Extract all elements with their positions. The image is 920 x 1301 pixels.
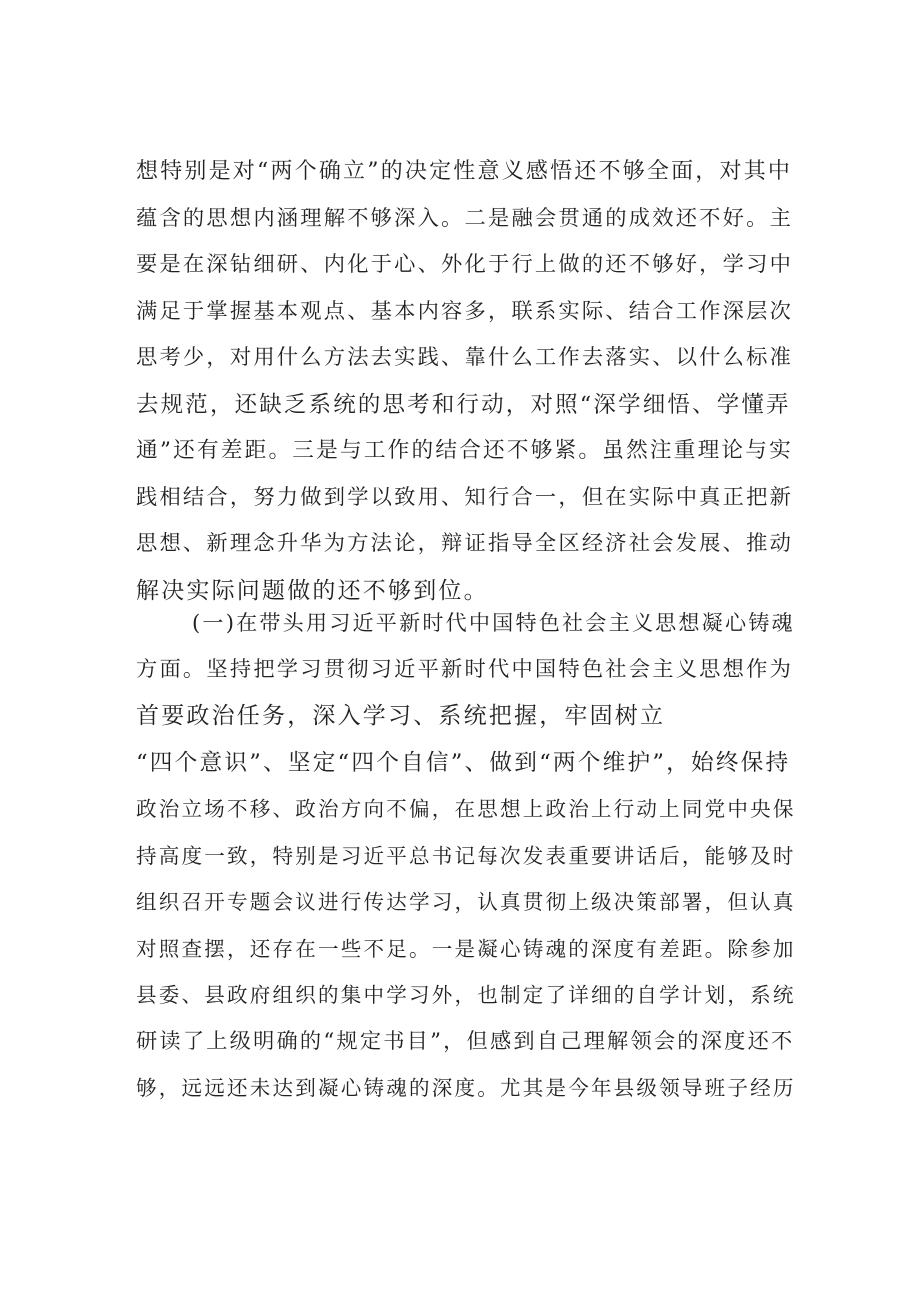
text-line: 首要政治任务，深入学习、系统把握，牢固树立 — [136, 703, 666, 729]
text-line: 方面。坚持把学习贯彻习近平新时代中国特色社会主义思想作为 — [136, 656, 794, 682]
text-line: 政治立场不移、政治方向不偏，在思想上政治上行动上同党中央保 — [136, 797, 796, 821]
paragraph-section-one — [136, 600, 796, 1112]
text-line: 研读了上级明确的“规定书目”，但感到自己理解领会的深度还不 — [136, 1028, 795, 1054]
section-heading-line: (一)在带头用习近平新时代中国特色社会主义思想凝心铸魂 — [192, 610, 795, 635]
text-line: 组织召开专题会议进行传达学习，认真贯彻上级决策部署，但认真 — [136, 890, 796, 914]
text-line: 蕴含的思想内涵理解不够深入。二是融会贯通的成效还不好。主 — [136, 205, 794, 231]
paragraph-continued — [136, 149, 796, 614]
text-line: 够，远远还未达到凝心铸魂的深度。尤其是今年县级领导班子经历 — [136, 1076, 796, 1100]
text-line: 思想、新理念升华为方法论，辩证指导全区经济社会发展、推动 — [136, 531, 794, 556]
text-line: 解决实际问题做的还不够到位。 — [136, 577, 489, 604]
text-line: 要是在深钻细研、内化于心、外化于行上做的还不够好，学习中 — [136, 252, 794, 277]
text-line: 对照查摆，还存在一些不足。一是凝心铸魂的深度有差距。除参加 — [136, 936, 796, 961]
text-line: “四个意识”、坚定“四个自信”、做到“两个维护”，始终保持 — [136, 749, 791, 776]
text-line: 县委、县政府组织的集中学习外，也制定了详细的自学计划，系统 — [136, 983, 796, 1007]
text-line: 通”还有差距。三是与工作的结合还不够紧。虽然注重理论与实 — [136, 438, 793, 463]
text-line: 去规范，还缺乏系统的思考和行动，对照“深学细悟、学懂弄 — [136, 391, 791, 418]
text-line: 想特别是对“两个确立”的决定性意义感悟还不够全面，对其中 — [136, 159, 793, 184]
text-line: 践相结合，努力做到学以致用、知行合一，但在实际中真正把新 — [136, 484, 794, 510]
text-line: 持高度一致，特别是习近平总书记每次发表重要讲话后，能够及时 — [136, 843, 796, 868]
text-line: 满足于掌握基本观点、基本内容多，联系实际、结合工作深层次 — [136, 298, 794, 324]
text-line: 思考少，对用什么方法去实践、靠什么工作去落实、以什么标准 — [136, 345, 794, 370]
